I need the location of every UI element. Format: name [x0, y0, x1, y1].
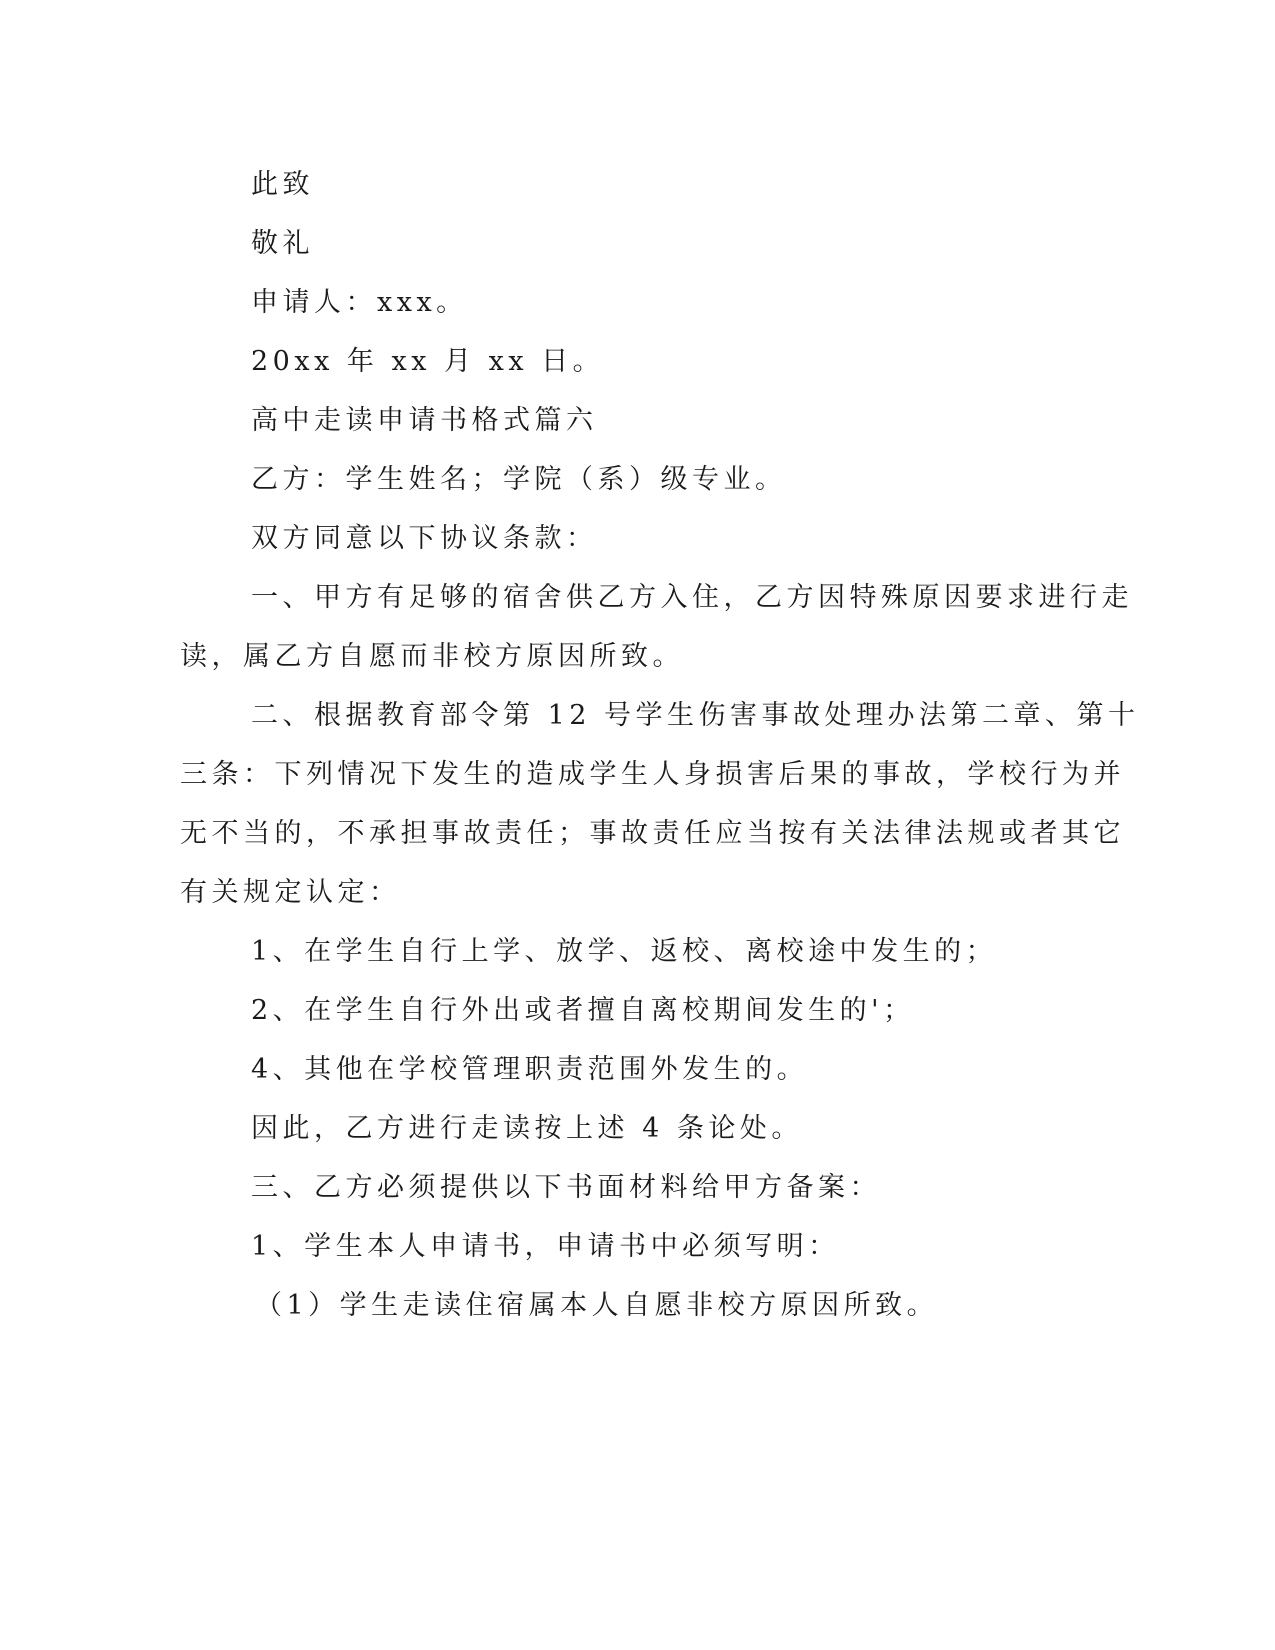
applicant-line: 申请人：xxx。	[251, 287, 468, 318]
list-item-4: 4、其他在学校管理职责范围外发生的。	[251, 1054, 809, 1085]
clause-1-line-1: 一、甲方有足够的宿舍供乙方入住，乙方因特殊原因要求进行走	[251, 582, 1133, 613]
salutation-line: 敬礼	[251, 228, 314, 259]
section-heading: 高中走读申请书格式篇六	[251, 405, 598, 436]
clause-2-line-2: 三条：下列情况下发生的造成学生人身损害后果的事故，学校行为并	[180, 759, 1125, 790]
list-item-1: 1、在学生自行上学、放学、返校、离校途中发生的；	[251, 936, 998, 967]
closing-line: 此致	[251, 169, 314, 200]
clause-2-line-3: 无不当的，不承担事故责任；事故责任应当按有关法律法规或者其它	[180, 818, 1125, 849]
clause-3-line: 三、乙方必须提供以下书面材料给甲方备案：	[251, 1172, 881, 1203]
date-line: 20xx 年 xx 月 xx 日。	[251, 346, 605, 377]
document-body	[180, 155, 1140, 1335]
material-item-1: 1、学生本人申请书，申请书中必须写明：	[251, 1231, 840, 1262]
list-item-2: 2、在学生自行外出或者擅自离校期间发生的'；	[251, 995, 915, 1026]
clause-2-line-1: 二、根据教育部令第 12 号学生伤害事故处理办法第二章、第十	[251, 700, 1140, 731]
party-b-line: 乙方：学生姓名；学院（系）级专业。	[251, 464, 787, 495]
material-subitem-1: （1）学生走读住宿属本人自愿非校方原因所致。	[255, 1290, 939, 1321]
agreement-intro: 双方同意以下协议条款：	[251, 523, 598, 554]
conclusion-line: 因此，乙方进行走读按上述 4 条论处。	[251, 1113, 803, 1144]
clause-1-line-2: 读，属乙方自愿而非校方原因所致。	[180, 641, 684, 672]
clause-2-line-4: 有关规定认定：	[180, 877, 401, 908]
